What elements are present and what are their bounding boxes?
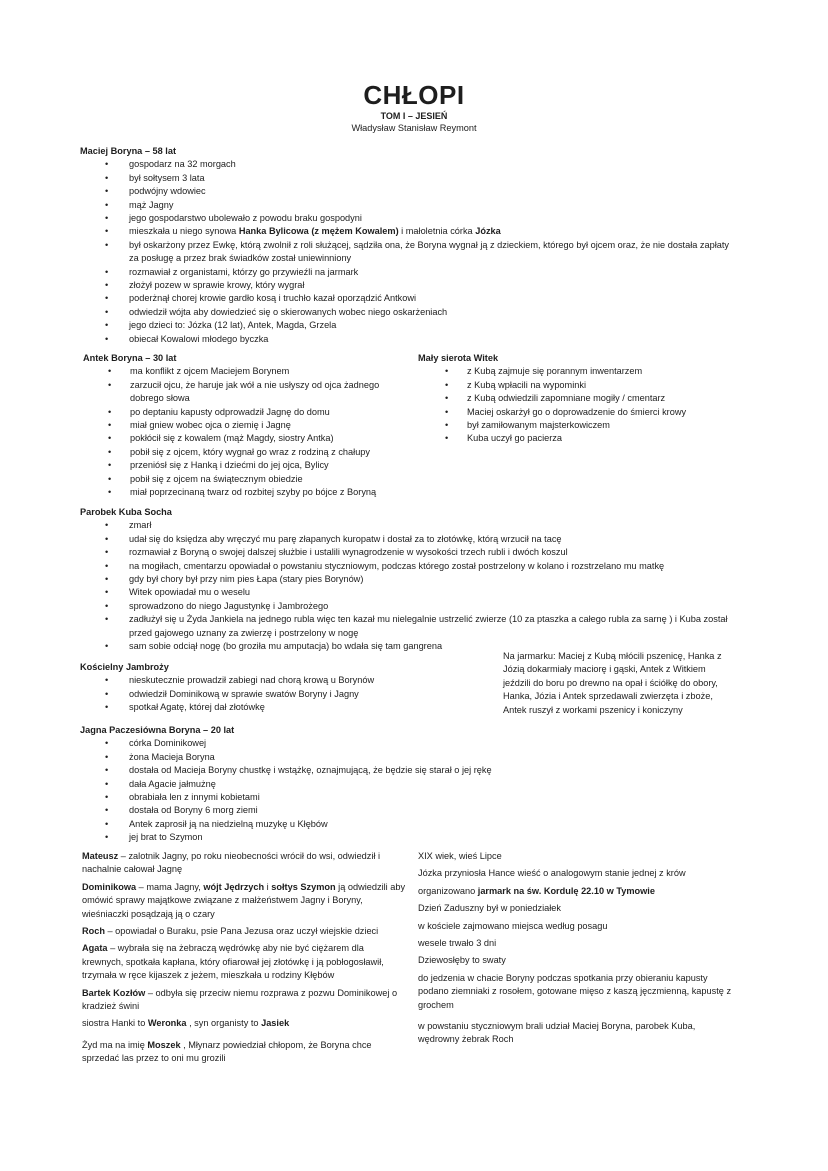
fact-item: Dziewosłęby to swaty	[418, 955, 506, 966]
list-item: • ma konflikt z ojcem Maciejem Borynem	[105, 365, 413, 378]
kuba-list	[102, 519, 750, 653]
bold-name: jarmark na św. Kordulę 22.10 w Tymowie	[477, 885, 655, 896]
bold-name: Bartek Kozłów	[82, 987, 146, 998]
fact-item: w kościele zajmowano miejsca według posagu	[418, 920, 608, 931]
list-item: • był oskarżony przez Ewkę, którą zwolnił z roli służącej, sądziła ona, że Boryna wygnał ją z dzieckiem, którego był ojcem oraz, że nie dostała zapłaty za posługę a przez brak świadków został uniewinniony	[102, 239, 730, 266]
list-item: • córka Dominikowej	[102, 737, 750, 750]
section-antek	[83, 352, 413, 499]
bold-name: Weronka	[147, 1018, 187, 1029]
fact-item: XIX wiek, wieś Lipce	[418, 851, 502, 861]
list-item: • sam sobie odciął nogę (bo groziła mu amputacja) bo wdała się tam gangrena	[102, 640, 750, 653]
section-heading: Parobek Kuba Socha	[80, 507, 172, 517]
others-column	[82, 850, 407, 1070]
character-note	[82, 925, 407, 938]
list-item: • poderżnął chorej krowie gardło kosą i truchło kazał oporządzić Antkowi	[102, 292, 730, 305]
text-run: ją odwiedzili aby omówić sprawy majątkowe związane z małżeństwem Jagny i Boryny, wieśniaczki posądzają ją o czary	[82, 881, 406, 919]
bold-name: Moszek	[147, 1039, 181, 1050]
fact-item: Józka przyniosła Hance wieść o analogowym stanie jednej z krów	[418, 868, 686, 879]
fact-item: w powstaniu styczniowym brali udział Maciej Boryna, parobek Kuba, wędrowny żebrak Roch	[418, 1021, 696, 1045]
list-item: • jej brat to Szymon	[102, 831, 750, 844]
character-note	[82, 987, 407, 1014]
list-item: • dostała od Macieja Boryny chustkę i wstążkę, oznajmującą, że będzie się starał o jej rękę	[102, 764, 750, 777]
list-item: • był zamiłowanym majsterkowiczem	[442, 419, 748, 432]
boryna-list	[102, 158, 730, 346]
text-run: , syn organisty to	[186, 1018, 262, 1029]
page-subtitle: TOM I – JESIEŃ	[380, 111, 448, 121]
jagna-list	[102, 737, 750, 844]
section-heading: Antek Boryna – 30 lat	[83, 353, 177, 363]
list-item: • zarzucił ojcu, że haruje jak wół a nie usłyszy od ojca żadnego dobrego słowa	[105, 379, 413, 406]
list-item: • rozmawiał z Boryną o swojej dalszej służbie i ustalili wynagrodzenie w wysokości trzech rubli i dwóch koszul	[102, 546, 750, 559]
section-heading: Maciej Boryna – 58 lat	[80, 146, 177, 156]
section-jambrozy	[80, 661, 490, 715]
list-item: • zmarł	[102, 519, 750, 532]
section-witek	[418, 352, 748, 446]
bold-name: Mateusz	[82, 851, 119, 861]
fact-item	[418, 885, 733, 898]
bold-name: Hanka Bylicowa (z mężem Kowalem)	[238, 226, 399, 237]
list-item	[102, 225, 730, 238]
list-item: • pobił się z ojcem na świątecznym obiedzie	[105, 473, 413, 486]
list-item: • obrabiała len z innymi kobietami	[102, 791, 750, 804]
list-item: • pobił się z ojcem, który wygnał go wraz z rodziną z chałupy	[105, 446, 413, 459]
section-heading: Kościelny Jambroży	[80, 662, 169, 672]
list-item: • udał się do księdza aby wręczyć mu parę złapanych kuropatw i dostał za to złotówkę, którą wrzucił na tacę	[102, 533, 750, 546]
list-item: • sprowadzono do niego Jagustynkę i Jambrożego	[102, 600, 750, 613]
bold-name: sołtys Szymon	[271, 881, 336, 892]
list-item: • dostała od Boryny 6 morg ziemi	[102, 804, 750, 817]
character-note	[82, 850, 407, 877]
section-heading: Jagna Paczesiówna Boryna – 20 lat	[80, 725, 235, 735]
list-item: • żona Macieja Boryna	[102, 751, 750, 764]
list-item: • przeniósł się z Hanką i dziećmi do jej ojca, Bylicy	[105, 459, 413, 472]
text-run: mieszkała u niego synowa	[129, 226, 239, 237]
antek-list	[105, 365, 413, 499]
list-item: • odwiedził Dominikową w sprawie swatów Boryny i Jagny	[102, 688, 490, 701]
list-item: • jego gospodarstwo ubolewało z powodu braku gospodyni	[102, 212, 730, 225]
bold-name: Dominikowa	[82, 881, 137, 892]
text-run: – mama Jagny,	[136, 881, 204, 892]
list-item: • odwiedził wójta aby dowiedzieć się o skierowanych wobec niego oskarżeniach	[102, 306, 730, 319]
text-run: i małoletnia córka	[398, 226, 476, 237]
list-item: • złożył pozew w sprawie krowy, który wygrał	[102, 279, 730, 292]
list-item: • Maciej oskarżył go o doprowadzenie do śmierci krowy	[442, 406, 748, 419]
list-item: • z Kubą wpłacili na wypominki	[442, 379, 748, 392]
list-item: • obiecał Kowalowi młodego byczka	[102, 333, 730, 346]
bold-name: Agata	[82, 943, 108, 954]
list-item: • nieskutecznie prowadził zabiegi nad chorą krową u Borynów	[102, 674, 490, 687]
text-run: – zalotnik Jagny, po roku nieobecności wrócił do wsi, odwiedził i nachalnie całował Jagnę	[82, 851, 381, 875]
list-item: • mąż Jagny	[102, 199, 730, 212]
page-title: CHŁOPI	[363, 80, 465, 110]
bold-name: Jasiek	[261, 1018, 290, 1029]
text-run: – opowiadał o Buraku, psie Pana Jezusa oraz uczył wiejskie dzieci	[104, 926, 379, 937]
jarmark-note	[503, 650, 728, 717]
list-item: • dała Agacie jałmużnę	[102, 778, 750, 791]
fact-item: Dzień Zaduszny był w poniedziałek	[418, 903, 561, 914]
bold-name: Józka	[475, 226, 501, 237]
list-item: • z Kubą zajmuje się porannym inwentarzem	[442, 365, 748, 378]
list-item: • rozmawiał z organistami, którzy go przywieźli na jarmark	[102, 266, 730, 279]
list-item: • spotkał Agatę, której dał złotówkę	[102, 701, 490, 714]
section-kuba	[80, 506, 750, 653]
list-item: • na mogiłach, cmentarzu opowiadał o powstaniu styczniowym, podczas którego został postrzelony w kolano i rozstrzelano mu matkę	[102, 560, 750, 573]
facts-column	[418, 850, 733, 1051]
character-note	[82, 1039, 407, 1066]
list-item: • był sołtysem 3 lata	[102, 172, 730, 185]
text-run: , Młynarz powiedział chłopom, że Boryna chce sprzedać las przez to oni mu grozili	[82, 1039, 372, 1064]
list-item: • miał gniew wobec ojca o ziemię i Jagnę	[105, 419, 413, 432]
witek-list	[442, 365, 748, 445]
list-item: • gdy był chory był przy nim pies Łapa (stary pies Borynów)	[102, 573, 750, 586]
title-block	[0, 80, 828, 134]
text-run: siostra Hanki to	[82, 1018, 148, 1029]
list-item: • Kuba uczył go pacierza	[442, 432, 748, 445]
text-run: organizowano	[418, 885, 478, 896]
list-item: • z Kubą odwiedzili zapomniane mogiły / cmentarz	[442, 392, 748, 405]
text-run: – odbyła się przeciw niemu rozprawa z pozwu Dominikowej o kradzież świni	[82, 987, 398, 1012]
section-boryna	[80, 145, 730, 346]
bold-name: wójt Jędrzych	[203, 881, 265, 892]
list-item: • zadłużył się u Żyda Jankiela na jednego rubla więc ten kazał mu nielegalnie ustrzelić zwierze (10 za ptaszka a całego rubla za sarnę ) i Kuba został przed gajowego uznany za zwierzę i postrzelony w nogę	[102, 613, 750, 640]
list-item: • gospodarz na 32 morgach	[102, 158, 730, 171]
text-run: – wybrała się na żebraczą wędrówkę aby nie być ciężarem dla krewnych, spotkała kapłana, który ofiarował jej złotówkę i ją pobłogosławił, trzymała w ręce kijaszek z jeżem, mieszkała u rodziny Kłębów	[82, 943, 384, 981]
list-item: • jego dzieci to: Józka (12 lat), Antek, Magda, Grzela	[102, 319, 730, 332]
character-note	[82, 1017, 407, 1030]
section-heading: Mały sierota Witek	[418, 353, 499, 363]
bold-name: Roch	[82, 926, 105, 937]
section-jagna	[80, 724, 750, 845]
list-item: • podwójny wdowiec	[102, 185, 730, 198]
character-note	[82, 942, 407, 982]
text-run: i	[264, 881, 272, 892]
jambrozy-list	[102, 674, 490, 714]
list-item: • Witek opowiadał mu o weselu	[102, 586, 750, 599]
list-item: • po deptaniu kapusty odprowadził Jagnę do domu	[105, 406, 413, 419]
text-run: Żyd ma na imię	[82, 1039, 148, 1050]
list-item: • pokłócił się z kowalem (mąż Magdy, siostry Antka)	[105, 432, 413, 445]
list-item: • miał poprzecinaną twarz od rozbitej szyby po bójce z Boryną	[105, 486, 413, 499]
character-note	[82, 881, 407, 921]
list-item: • Antek zaprosił ją na niedzielną muzykę u Kłębów	[102, 818, 750, 831]
note-text: Na jarmarku: Maciej z Kubą młócili pszenicę, Hanka z Józią dokarmiały maciorę i gąski, Antek z Witkiem jeździli do boru po drewno na opał i ściółkę do obory, Hanka, Józia i Antek sprzedawali zwierzęta i zboże, Antek ruszył z workami pszenicy i koniczyny	[503, 651, 722, 715]
fact-item: do jedzenia w chacie Boryny podczas spotkania przy obieraniu kapusty podano ziemniaki z rosołem, gotowane mięso z kaszą jęczmienną, kapustę z grochem	[418, 972, 732, 1010]
page-author: Władysław Stanisław Reymont	[351, 123, 477, 133]
fact-item: wesele trwało 3 dni	[418, 938, 497, 949]
